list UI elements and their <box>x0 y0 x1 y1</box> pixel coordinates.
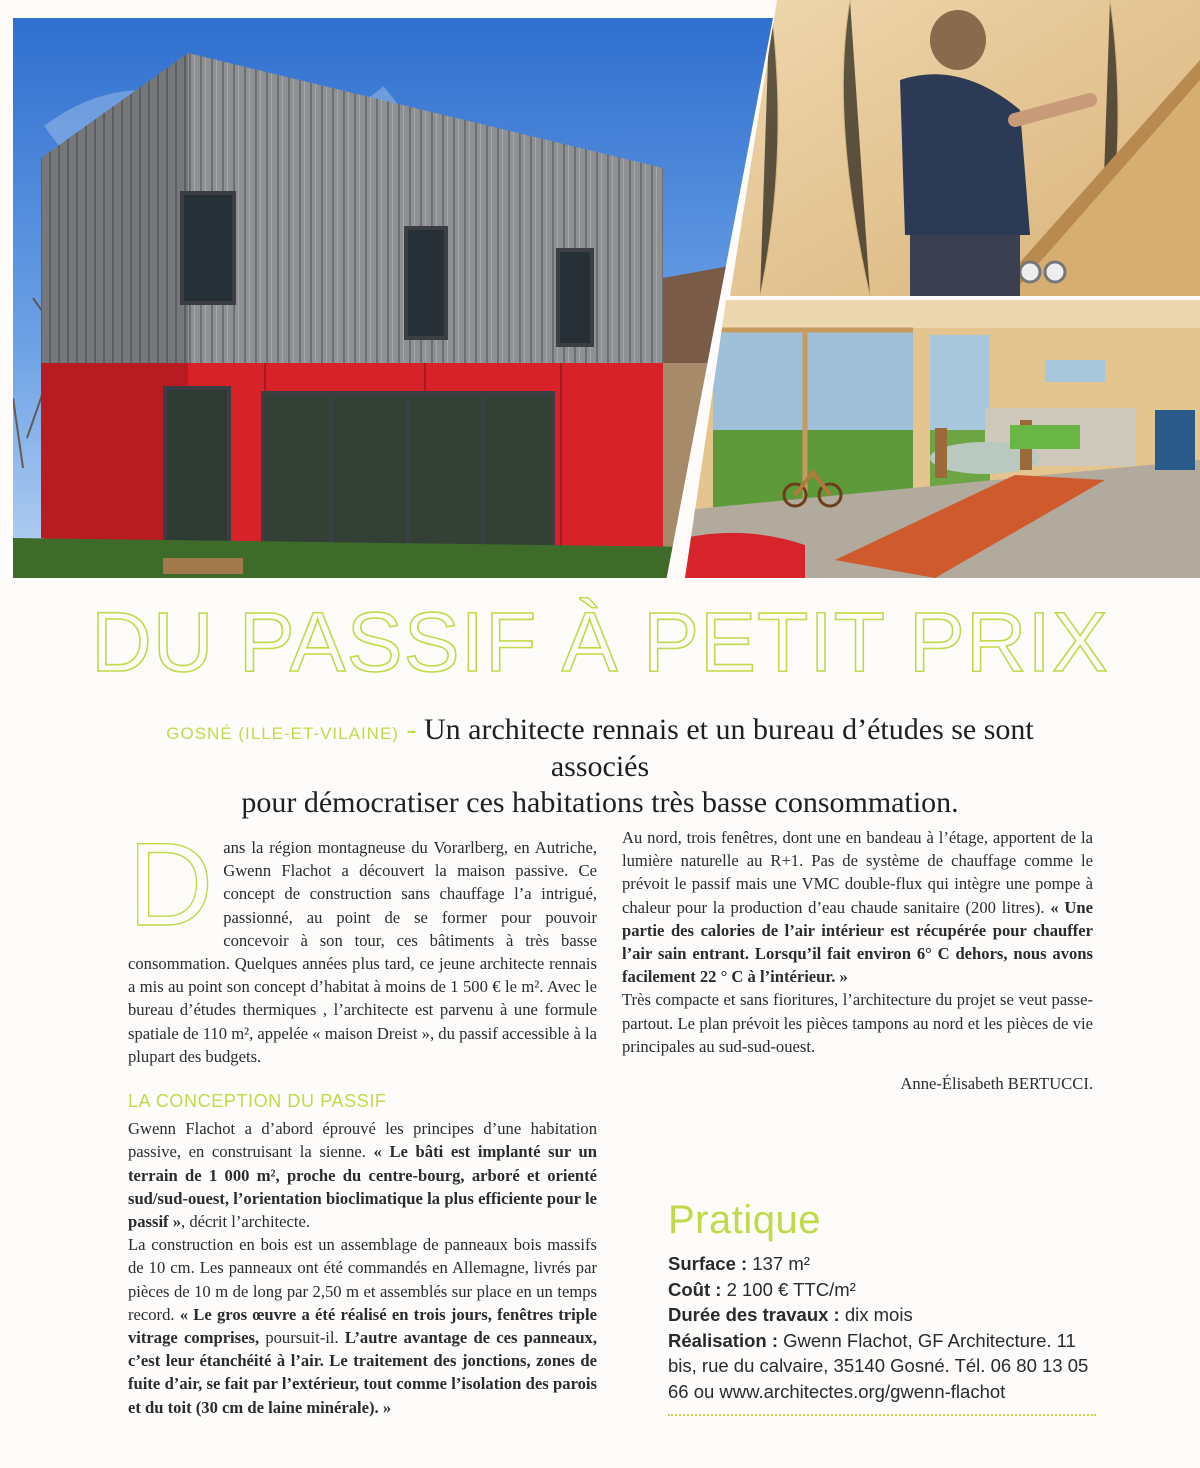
lead-dash: - <box>398 713 424 746</box>
lead-line-2: pour démocratiser ces habitations très basse consommation. <box>241 786 959 820</box>
paragraph-2-tail: , décrit l’architecte. <box>181 1212 311 1232</box>
paragraph-3-quote-2: L’autre avantage de ces panneaux, c’est leur étanchéité à l’air. Le traitement des jonctions, zones de fuite d’air, se fait par l’extérieur, tout comme l’isolation des parois et du toit (30 cm de laine minérale). » <box>128 1328 597 1417</box>
paragraph-3-quote: « Le gros œuvre a été réalisé en trois jours, fenêtres triple vitrage comprises, <box>128 1304 597 1348</box>
pratique-title: Pratique <box>668 1198 821 1242</box>
section-heading: LA CONCEPTION DU PASSIF <box>128 1091 387 1112</box>
lead-line-1: Un architecte rennais et un bureau d’études se sont associés <box>423 713 1034 783</box>
cout-row <box>668 1277 1096 1303</box>
intro-text: ans la région montagneuse du Vorarlberg, en Autriche, Gwenn Flachot a découvert la maison passive. Ce concept de construction sans chauffage l’a intrigué, passionné, au point de se former pour pouvoir concevoir à son tour, ces bâtiments à très basse consommation. Quelques années plus tard, ce jeune architecte rennais a mis au point son concept d’habitat à moins de 1 500 € le m². Avec le bureau d’études thermiques , l’architecte est parvenu à une formule spatiale de 110 m², appelée « maison Dreist », du passif accessible à la plupart des budgets. <box>128 838 597 1066</box>
author-byline: Anne-Élisabeth BERTUCCI. <box>900 1074 1093 1094</box>
realisation-label: Réalisation : <box>668 1329 778 1351</box>
paragraph-2 <box>128 1117 597 1233</box>
pratique-box <box>668 1198 1096 1416</box>
paragraph-4-text: Au nord, trois fenêtres, dont une en bandeau à l’étage, apportent de la lumière naturelle au R+1. Pas de système de chauffage comme le prévoit le passif mais une VMC double-flux qui intègre une pompe à chaleur pour la production d’eau chaude sanitaire (200 litres). <box>622 828 1093 917</box>
photo-house <box>13 18 773 578</box>
drop-cap: D <box>128 819 214 951</box>
paragraph-3-text: La construction en bois est un assemblage de panneaux bois massifs de 10 cm. Les panneaux ont été commandés en Allemagne, livrés par pièces de 10 m de long par 2,50 m et assemblés sur place en un temps record. <box>128 1235 597 1324</box>
paragraph-3-aside: poursuit-il. <box>265 1328 345 1348</box>
paragraph-2-quote: « Le bâti est implanté sur un terrain de 1 000 m², proche du centre-bourg, arboré et orienté sud/sud-ouest, l’orientation bioclimatique la plus efficiente pour le passif » <box>128 1142 597 1232</box>
cout-value: 2 100 € TTC/m² <box>721 1278 856 1300</box>
paragraph-3 <box>128 1233 597 1419</box>
duree-row <box>668 1302 1096 1328</box>
photo-living <box>685 300 1200 578</box>
page-title: DU PASSIF À PETIT PRIX <box>91 595 1109 689</box>
paragraph-2-text: Gwenn Flachot a d’abord éprouvé les principes d’une habitation passive, en construisant la sienne. <box>128 1119 597 1162</box>
dotted-divider <box>668 1414 1096 1416</box>
paragraph-4-quote: « Une partie des calories de l’air intérieur est récupérée pour chauffer l’air sain entrant. Lorsqu’il fait environ 6° C dehors, nous avons facilement 22 ° C à l’intérieur. » <box>622 897 1093 987</box>
photo-stair <box>730 0 1200 296</box>
paragraph-4 <box>622 826 1093 988</box>
realisation-row <box>668 1328 1096 1405</box>
paragraph-5: Très compacte et sans fioritures, l’architecture du projet se veut passe-partout. Le plan prévoit les pièces tampons au nord et les pièces de vie principales au sud-sud-ouest. <box>622 990 1093 1056</box>
article-column-left <box>128 819 597 1419</box>
duree-label: Durée des travaux : <box>668 1304 840 1325</box>
surface-label: Surface : <box>668 1253 748 1274</box>
intro-paragraph <box>128 819 597 1068</box>
surface-value: 137 m² <box>747 1253 810 1274</box>
realisation-value: Gwenn Flachot, GF Architecture. 11 bis, rue du calvaire, 35140 Gosné. Tél. 06 80 13 05 66 ou www.architectes.org/gwenn-flachot <box>668 1329 1089 1402</box>
surface-row <box>668 1251 1096 1277</box>
duree-value: dix mois <box>839 1304 913 1325</box>
article-column-right <box>622 826 1093 1095</box>
lead-paragraph <box>120 712 1080 822</box>
location-label: GOSNÉ (ILLE-ET-VILAINE) <box>166 724 399 743</box>
cout-label: Coût : <box>668 1278 722 1300</box>
